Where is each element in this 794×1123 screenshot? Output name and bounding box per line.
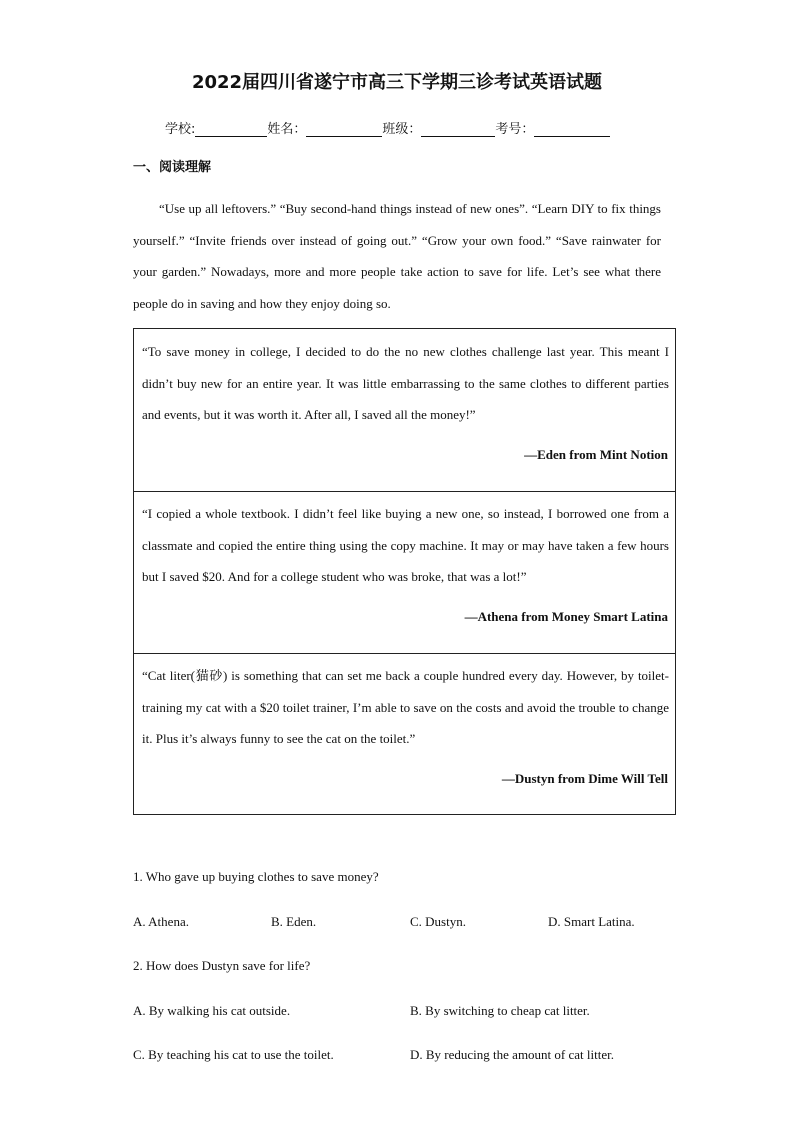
name-blank [306, 123, 382, 137]
question-2-option-b[interactable]: B. By switching to cheap cat litter. [410, 1003, 590, 1018]
exam-no-blank [534, 123, 610, 137]
quote-text: “Cat liter(猫砂) is something that can set me back a couple hundred every day. However, by toilet-training my cat with a $20 toilet trainer, I’m able to save on the costs and avoid the trouble to change it. Plus it’s always funny to see the cat on the toilet.” [142, 668, 669, 746]
class-label: 班级： [382, 122, 422, 137]
class-blank [421, 123, 495, 137]
intro-paragraph: “Use up all leftovers.” “Buy second-hand things instead of new ones”. “Learn DIY to fix things yourself.” “Invite friends over instead of going out.” “Grow your own food.” “Save rainwater for your garden.” Nowadays, more and more people take action to save for life. Let’s see what there people do in saving and how they enjoy doing so. [133, 201, 661, 311]
question-1-option-c[interactable]: C. Dustyn. [410, 914, 466, 929]
name-label: 姓名： [267, 122, 307, 137]
section-heading: 一、阅读理解 [133, 160, 212, 175]
quote-text: “To save money in college, I decided to do the no new clothes challenge last year. This meant I didn’t buy new for an entire year. It was little embarrassing to the same clothes to different parties and events, but it was worth it. After all, I saved all the money!” [142, 344, 669, 422]
question-1-stem: 1. Who gave up buying clothes to save money? [133, 869, 379, 884]
school-blank [195, 123, 267, 137]
quote-author: —Athena from Money Smart Latina [464, 609, 668, 624]
student-info-line [165, 118, 610, 137]
question-2-option-d[interactable]: D. By reducing the amount of cat litter. [410, 1047, 614, 1062]
quote-box-athena [133, 491, 676, 654]
exam-no-label: 考号： [495, 122, 535, 137]
quote-author: —Eden from Mint Notion [524, 447, 668, 462]
quote-box-eden [133, 328, 676, 492]
question-1-option-d[interactable]: D. Smart Latina. [548, 914, 635, 929]
quote-box-dustyn [133, 653, 676, 815]
school-label: 学校: [165, 122, 196, 137]
question-1-option-b[interactable]: B. Eden. [271, 914, 317, 929]
question-2-option-a[interactable]: A. By walking his cat outside. [133, 1003, 291, 1018]
question-1-option-a[interactable]: A. Athena. [133, 914, 189, 929]
quote-text: “I copied a whole textbook. I didn’t feel like buying a new one, so instead, I borrowed one from a classmate and copied the entire thing using the copy machine. It may or may have taken a few hours but I saved $20. And for a college student who was broke, that was a lot!” [142, 506, 669, 584]
page-title: 2022届四川省遂宁市高三下学期三诊考试英语试题 [191, 72, 603, 93]
quote-author: —Dustyn from Dime Will Tell [501, 771, 668, 786]
question-2-stem: 2. How does Dustyn save for life? [133, 958, 311, 973]
question-2-option-c[interactable]: C. By teaching his cat to use the toilet. [133, 1047, 334, 1062]
